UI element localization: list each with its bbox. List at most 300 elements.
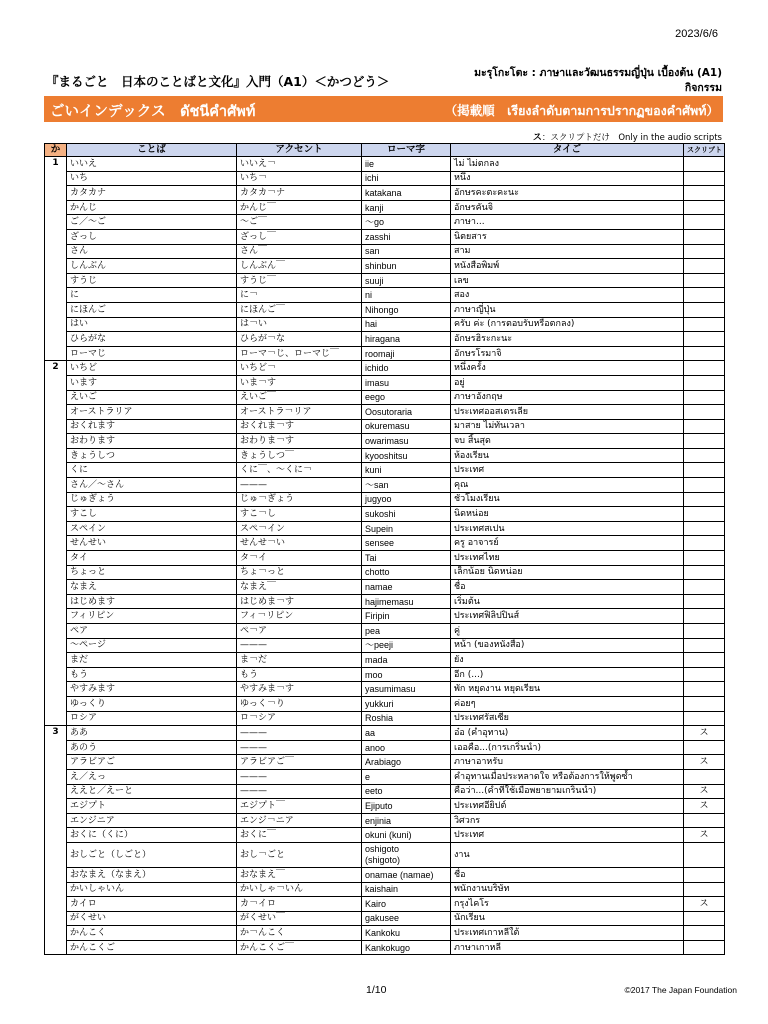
thai-cell: ภาษาญี่ปุ่น — [451, 302, 684, 317]
word-cell: フィリピン — [67, 609, 237, 624]
table-row — [45, 478, 725, 493]
script-cell — [684, 682, 725, 697]
copyright: ©2017 The Japan Foundation — [624, 985, 737, 995]
accent-cell: スペ￢イン — [237, 521, 362, 536]
script-cell — [684, 711, 725, 726]
word-cell: いち — [67, 171, 237, 186]
romaji-cell: Firipin — [362, 609, 451, 624]
romaji-cell: pea — [362, 624, 451, 639]
banner-subtitle: （掲載順 เรียงลำดับตามการปรากฏของคำศัพท์） — [444, 103, 719, 118]
col-header-thai: タイご — [451, 144, 684, 157]
thai-cell: เล็กน้อย นิดหน่อย — [451, 565, 684, 580]
thai-cell: ประเทศ — [451, 463, 684, 478]
script-cell — [684, 157, 725, 172]
script-cell: ス — [684, 755, 725, 770]
table-row — [45, 609, 725, 624]
accent-cell: はじめま￢す — [237, 594, 362, 609]
table-header-row — [45, 144, 725, 157]
thai-cell: ชั่วโมงเรียน — [451, 492, 684, 507]
table-row — [45, 711, 725, 726]
script-cell — [684, 492, 725, 507]
script-cell — [684, 186, 725, 201]
word-cell: アラビアご — [67, 755, 237, 770]
thai-cell: กรุงไคโร — [451, 897, 684, 912]
thai-cell: หนึ่งครั้ง — [451, 361, 684, 376]
romaji-cell: roomaji — [362, 346, 451, 361]
thai-cell: ประเทศสเปน — [451, 521, 684, 536]
accent-cell: ～ご￣ — [237, 215, 362, 230]
romaji-line: oshigoto — [365, 843, 400, 854]
accent-cell: おなまえ￣ — [237, 867, 362, 882]
thai-title-line-2: กิจกรรม — [684, 82, 722, 94]
word-cell: さん／～さん — [67, 478, 237, 493]
word-cell: なまえ — [67, 580, 237, 595]
thai-cell: ไม่ ไม่ตกลง — [451, 157, 684, 172]
table-row — [45, 769, 725, 784]
accent-cell: いま￢す — [237, 375, 362, 390]
thai-cell: ค่อยๆ — [451, 696, 684, 711]
thai-cell: จบ สิ้นสุด — [451, 434, 684, 449]
col-header-script: スクリプト — [684, 144, 725, 157]
script-cell — [684, 171, 725, 186]
word-cell: おくれます — [67, 419, 237, 434]
thai-cell: เริ่มต้น — [451, 594, 684, 609]
romaji-cell: onamae (namae) — [362, 867, 451, 882]
table-row — [45, 580, 725, 595]
romaji-cell: san — [362, 244, 451, 259]
accent-cell: さん￣ — [237, 244, 362, 259]
accent-cell: かんじ￣ — [237, 200, 362, 215]
table-row — [45, 317, 725, 332]
table-row — [45, 667, 725, 682]
word-cell: はい — [67, 317, 237, 332]
thai-title-line-1: มะรุโกะโตะ : ภาษาและวัฒนธรรมญี่ปุ่น เบื้องต้น (A1) — [474, 67, 722, 79]
script-cell — [684, 521, 725, 536]
thai-cell: ภาษาเกาหลี — [451, 940, 684, 955]
accent-cell: カ￢イロ — [237, 897, 362, 912]
word-cell: います — [67, 375, 237, 390]
romaji-cell: moo — [362, 667, 451, 682]
accent-cell: おくれま￢す — [237, 419, 362, 434]
thai-cell: ประเทศอียิปต์ — [451, 799, 684, 814]
accent-cell: ひらが￢な — [237, 332, 362, 347]
table-row — [45, 448, 725, 463]
romaji-cell: sukoshi — [362, 507, 451, 522]
word-cell: やすみます — [67, 682, 237, 697]
romaji-line: (shigoto) — [365, 854, 401, 865]
romaji-cell: e — [362, 769, 451, 784]
word-cell: にほんご — [67, 302, 237, 317]
romaji-cell: katakana — [362, 186, 451, 201]
thai-cell: ชื่อ — [451, 580, 684, 595]
romaji-cell: Arabiago — [362, 755, 451, 770]
table-row — [45, 536, 725, 551]
accent-cell: くに￣、～くに￢ — [237, 463, 362, 478]
romaji-cell: ～peeji — [362, 638, 451, 653]
table-row — [45, 361, 725, 376]
word-cell: あのう — [67, 740, 237, 755]
script-cell — [684, 375, 725, 390]
script-cell — [684, 565, 725, 580]
word-cell: エジプト — [67, 799, 237, 814]
script-cell — [684, 463, 725, 478]
romaji-cell: Tai — [362, 551, 451, 566]
script-cell — [684, 740, 725, 755]
accent-cell: は￢い — [237, 317, 362, 332]
word-cell: オーストラリア — [67, 405, 237, 420]
word-cell: まだ — [67, 653, 237, 668]
romaji-cell: mada — [362, 653, 451, 668]
table-row — [45, 244, 725, 259]
index-banner — [44, 96, 723, 122]
book-title: 『まるごと 日本のことばと文化』入門（A1）＜かつどう＞ — [46, 74, 390, 89]
table-row — [45, 215, 725, 230]
script-cell — [684, 332, 725, 347]
table-row — [45, 419, 725, 434]
word-cell: せんせい — [67, 536, 237, 551]
accent-cell: ちょ￢っと — [237, 565, 362, 580]
table-row — [45, 594, 725, 609]
table-row — [45, 157, 725, 172]
word-cell: かんこく — [67, 926, 237, 941]
table-row — [45, 813, 725, 828]
table-row — [45, 551, 725, 566]
word-cell: すこし — [67, 507, 237, 522]
word-cell: ゆっくり — [67, 696, 237, 711]
accent-cell: かんこくご￣ — [237, 940, 362, 955]
table-row — [45, 682, 725, 697]
thai-cell: ประเทศ — [451, 828, 684, 843]
table-row — [45, 755, 725, 770]
romaji-cell: kyooshitsu — [362, 448, 451, 463]
thai-cell: อักษรคันจิ — [451, 200, 684, 215]
romaji-cell: enjinia — [362, 813, 451, 828]
romaji-cell: namae — [362, 580, 451, 595]
script-cell — [684, 769, 725, 784]
word-cell: いいえ — [67, 157, 237, 172]
thai-cell: นิตยสาร — [451, 229, 684, 244]
thai-cell: คุณ — [451, 478, 684, 493]
word-cell: おなまえ（なまえ） — [67, 867, 237, 882]
thai-cell: อักษรโรมาจิ — [451, 346, 684, 361]
word-cell: ざっし — [67, 229, 237, 244]
accent-cell: ざっし￣ — [237, 229, 362, 244]
accent-cell: オーストラ￢リア — [237, 405, 362, 420]
accent-cell: いいえ￢ — [237, 157, 362, 172]
table-row — [45, 288, 725, 303]
word-cell: ローマじ — [67, 346, 237, 361]
word-cell: きょうしつ — [67, 448, 237, 463]
accent-cell: ——— — [237, 784, 362, 799]
thai-cell: ครับ ค่ะ (การตอบรับหรือตกลง) — [451, 317, 684, 332]
script-cell — [684, 842, 725, 867]
romaji-cell: Roshia — [362, 711, 451, 726]
accent-cell: ——— — [237, 726, 362, 741]
script-cell: ス — [684, 726, 725, 741]
accent-cell: ——— — [237, 769, 362, 784]
table-row — [45, 653, 725, 668]
col-header-lesson: か — [45, 144, 67, 157]
romaji-cell: zasshi — [362, 229, 451, 244]
accent-cell: すこ￢し — [237, 507, 362, 522]
script-cell — [684, 580, 725, 595]
accent-cell: せんせ￢い — [237, 536, 362, 551]
word-cell: くに — [67, 463, 237, 478]
script-cell — [684, 638, 725, 653]
lesson-number: 1 — [45, 157, 67, 361]
word-cell: ああ — [67, 726, 237, 741]
table-row — [45, 171, 725, 186]
table-row — [45, 463, 725, 478]
accent-cell: おくに￣ — [237, 828, 362, 843]
accent-cell: じゅ￢ぎょう — [237, 492, 362, 507]
thai-cell: ห้องเรียน — [451, 448, 684, 463]
thai-cell: อักษรคะตะคะนะ — [451, 186, 684, 201]
word-cell: ご／～ご — [67, 215, 237, 230]
table-row — [45, 273, 725, 288]
table-row — [45, 507, 725, 522]
script-cell — [684, 448, 725, 463]
romaji-cell: jugyoo — [362, 492, 451, 507]
romaji-cell: ichi — [362, 171, 451, 186]
table-row — [45, 638, 725, 653]
thai-cell: หนังสือพิมพ์ — [451, 259, 684, 274]
table-row — [45, 897, 725, 912]
romaji-cell: yukkuri — [362, 696, 451, 711]
accent-cell: きょうしつ￣ — [237, 448, 362, 463]
romaji-cell: hiragana — [362, 332, 451, 347]
word-cell: さん — [67, 244, 237, 259]
script-cell — [684, 926, 725, 941]
thai-cell: สอง — [451, 288, 684, 303]
table-row — [45, 405, 725, 420]
table-row — [45, 696, 725, 711]
script-cell — [684, 302, 725, 317]
table-row — [45, 882, 725, 897]
thai-cell: ภาษาอังกฤษ — [451, 390, 684, 405]
script-cell — [684, 882, 725, 897]
word-cell: カイロ — [67, 897, 237, 912]
romaji-cell: Oosutoraria — [362, 405, 451, 420]
word-cell: はじめます — [67, 594, 237, 609]
table-row — [45, 390, 725, 405]
accent-cell: エンジ￢ニア — [237, 813, 362, 828]
romaji-cell: ～san — [362, 478, 451, 493]
script-cell — [684, 361, 725, 376]
script-cell — [684, 273, 725, 288]
romaji-cell: hai — [362, 317, 451, 332]
script-cell — [684, 288, 725, 303]
accent-cell: タ￢イ — [237, 551, 362, 566]
script-legend — [533, 130, 722, 143]
romaji-cell — [362, 842, 451, 867]
script-cell: ス — [684, 897, 725, 912]
word-cell: もう — [67, 667, 237, 682]
word-cell: タイ — [67, 551, 237, 566]
romaji-cell: imasu — [362, 375, 451, 390]
accent-cell: カタカ￢ナ — [237, 186, 362, 201]
script-cell — [684, 624, 725, 639]
thai-cell: อยู่ — [451, 375, 684, 390]
accent-cell: なまえ￣ — [237, 580, 362, 595]
table-row — [45, 940, 725, 955]
thai-cell: นักเรียน — [451, 911, 684, 926]
accent-cell: もう — [237, 667, 362, 682]
script-cell — [684, 507, 725, 522]
word-cell: かんこくご — [67, 940, 237, 955]
romaji-cell: ～go — [362, 215, 451, 230]
accent-cell: しんぶん￣ — [237, 259, 362, 274]
word-cell: ロシア — [67, 711, 237, 726]
romaji-cell: Kankokugo — [362, 940, 451, 955]
accent-cell: にほんご￣ — [237, 302, 362, 317]
accent-cell: やすみま￢す — [237, 682, 362, 697]
table-row — [45, 186, 725, 201]
thai-cell: คู่ — [451, 624, 684, 639]
thai-cell: พนักงานบริษัท — [451, 882, 684, 897]
print-date: 2023/6/6 — [675, 28, 718, 40]
table-row — [45, 726, 725, 741]
col-header-word: ことば — [67, 144, 237, 157]
romaji-cell: ni — [362, 288, 451, 303]
thai-cell: ประเทศรัสเซีย — [451, 711, 684, 726]
script-cell — [684, 317, 725, 332]
word-cell: ええと／えーと — [67, 784, 237, 799]
word-cell: おわります — [67, 434, 237, 449]
romaji-cell: iie — [362, 157, 451, 172]
script-cell — [684, 215, 725, 230]
romaji-cell: yasumimasu — [362, 682, 451, 697]
table-row — [45, 375, 725, 390]
script-cell — [684, 551, 725, 566]
romaji-cell: anoo — [362, 740, 451, 755]
accent-cell: おし￢ごと — [237, 842, 362, 867]
thai-cell: ครู อาจารย์ — [451, 536, 684, 551]
table-row — [45, 624, 725, 639]
romaji-cell: shinbun — [362, 259, 451, 274]
accent-cell: かいしゃ￢いん — [237, 882, 362, 897]
thai-cell: ประเทศไทย — [451, 551, 684, 566]
thai-cell: งาน — [451, 842, 684, 867]
word-cell: おくに（くに） — [67, 828, 237, 843]
table-row — [45, 926, 725, 941]
lesson-number: 2 — [45, 361, 67, 726]
accent-cell: えいご￣ — [237, 390, 362, 405]
word-cell: スペイン — [67, 521, 237, 536]
table-row — [45, 302, 725, 317]
romaji-cell: sensee — [362, 536, 451, 551]
thai-cell: วิศวกร — [451, 813, 684, 828]
thai-cell: อ๋อ (คำอุทาน) — [451, 726, 684, 741]
accent-cell: いちど￢ — [237, 361, 362, 376]
accent-cell: エジプト￣ — [237, 799, 362, 814]
romaji-cell: Kankoku — [362, 926, 451, 941]
romaji-cell: Kairo — [362, 897, 451, 912]
accent-cell: ま￢だ — [237, 653, 362, 668]
table-row — [45, 799, 725, 814]
romaji-cell: aa — [362, 726, 451, 741]
accent-cell: ——— — [237, 740, 362, 755]
romaji-cell: eeto — [362, 784, 451, 799]
accent-cell: に￢ — [237, 288, 362, 303]
script-mark: ス — [532, 133, 542, 143]
script-cell: ス — [684, 828, 725, 843]
accent-cell: ローマ￢じ、ローマじ￣ — [237, 346, 362, 361]
word-cell: えいご — [67, 390, 237, 405]
table-row — [45, 740, 725, 755]
script-cell — [684, 405, 725, 420]
script-cell — [684, 390, 725, 405]
romaji-cell: suuji — [362, 273, 451, 288]
romaji-cell: Ejiputo — [362, 799, 451, 814]
thai-cell: เลข — [451, 273, 684, 288]
thai-cell: ประเทศออสเตรเลีย — [451, 405, 684, 420]
word-cell: に — [67, 288, 237, 303]
script-cell — [684, 419, 725, 434]
script-cell — [684, 940, 725, 955]
romaji-cell: Nihongo — [362, 302, 451, 317]
word-cell: いちど — [67, 361, 237, 376]
script-cell — [684, 867, 725, 882]
accent-cell: ロ￢シア — [237, 711, 362, 726]
thai-cell: ภาษา... — [451, 215, 684, 230]
word-cell: ～ページ — [67, 638, 237, 653]
word-cell: かいしゃいん — [67, 882, 237, 897]
word-cell: ちょっと — [67, 565, 237, 580]
romaji-cell: kanji — [362, 200, 451, 215]
table-row — [45, 842, 725, 867]
table-row — [45, 434, 725, 449]
script-legend-text: ：スクリプトだけ Only in the audio scripts — [541, 133, 722, 143]
table-row — [45, 867, 725, 882]
table-row — [45, 565, 725, 580]
thai-book-title — [474, 66, 722, 96]
col-header-accent: アクセント — [237, 144, 362, 157]
thai-cell: ประเทศเกาหลีใต้ — [451, 926, 684, 941]
thai-cell: ภาษาอาหรับ — [451, 755, 684, 770]
script-cell — [684, 609, 725, 624]
accent-cell: ——— — [237, 478, 362, 493]
table-row — [45, 229, 725, 244]
page-number: 1/10 — [366, 984, 387, 996]
word-cell: おしごと（しごと） — [67, 842, 237, 867]
table-row — [45, 521, 725, 536]
table-row — [45, 828, 725, 843]
thai-cell: อีก (...) — [451, 667, 684, 682]
romaji-cell: Supein — [362, 521, 451, 536]
table-row — [45, 346, 725, 361]
accent-cell: がくせい￣ — [237, 911, 362, 926]
word-cell: ペア — [67, 624, 237, 639]
thai-cell: ยัง — [451, 653, 684, 668]
romaji-cell: gakusee — [362, 911, 451, 926]
lesson-number: 3 — [45, 726, 67, 955]
script-cell — [684, 229, 725, 244]
script-cell — [684, 434, 725, 449]
romaji-cell: okuremasu — [362, 419, 451, 434]
script-cell — [684, 478, 725, 493]
accent-cell: アラビアご￣ — [237, 755, 362, 770]
word-cell: じゅぎょう — [67, 492, 237, 507]
script-cell — [684, 696, 725, 711]
accent-cell: すうじ￣ — [237, 273, 362, 288]
thai-cell: ประเทศฟิลิปปินส์ — [451, 609, 684, 624]
word-cell: ひらがな — [67, 332, 237, 347]
banner-title: ごいインデックス ดัชนีคำศัพท์ — [50, 104, 256, 120]
accent-cell: か￢んこく — [237, 926, 362, 941]
thai-cell: หนึ่ง — [451, 171, 684, 186]
table-row — [45, 200, 725, 215]
